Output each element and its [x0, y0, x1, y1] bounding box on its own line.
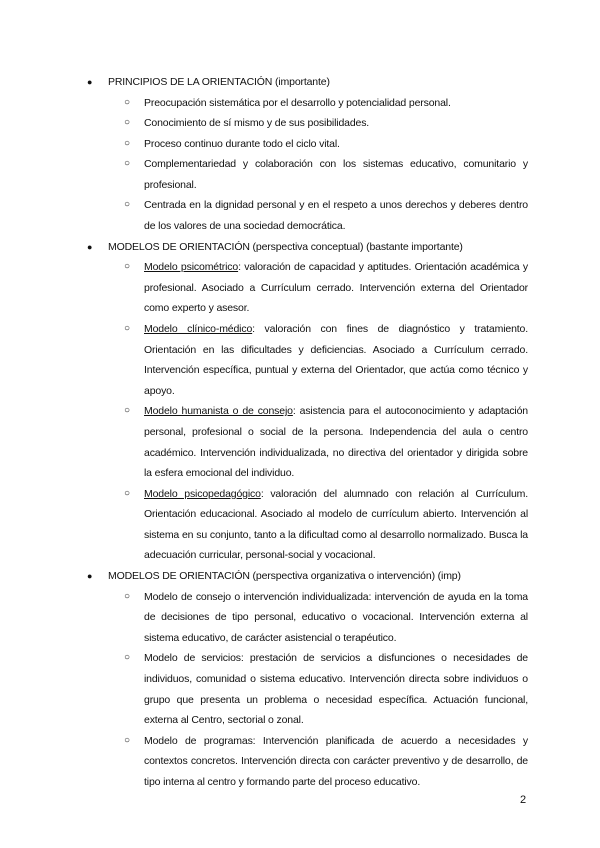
list-item [124, 93, 528, 114]
list-item [124, 154, 528, 195]
list-item-text: : valoración con fines de diagnóstico y tratamiento. Orientación en las dificultades y deficiencias. Asociado a Currículum cerrado. Intervención específica, puntual y externa del Orientador, que actúa como técnico y apoyo. [144, 322, 529, 397]
circle-bullet-icon: ○ [124, 405, 130, 417]
circle-bullet-icon: ○ [124, 590, 130, 602]
list-item-text: Conocimiento de sí mismo y de sus posibilidades. [144, 117, 370, 130]
list-item [124, 401, 528, 483]
list-item-text: Complementariedad y colaboración con los sistemas educativo, comunitario y profesional. [144, 158, 528, 191]
section-modelos-conceptual [86, 237, 528, 258]
list-item [124, 319, 529, 401]
list-item [124, 113, 528, 134]
section-note: (perspectiva conceptual) (bastante importante) [249, 240, 463, 253]
circle-bullet-icon: ○ [124, 652, 130, 664]
model-term: Modelo psicopedagógico [144, 487, 261, 500]
list-item [124, 648, 528, 730]
circle-bullet-icon: ○ [124, 199, 130, 211]
list-item [124, 257, 528, 319]
circle-bullet-icon: ○ [124, 96, 130, 108]
section-note: (importante) [272, 76, 330, 88]
list-item [124, 484, 528, 566]
circle-bullet-icon: ○ [124, 322, 130, 334]
section-principios [86, 72, 528, 93]
list-item [124, 134, 528, 155]
bullet-icon: ● [87, 77, 93, 87]
list-item-text: Modelo de consejo o intervención individualizada: intervención de ayuda en la toma de decisiones de tipo personal, educativo o vocacional. Intervención externa al sistema educativo, de carácter asistencial o terapéutico. [144, 590, 528, 644]
list-item [124, 731, 528, 793]
section-heading: MODELOS DE ORIENTACIÓN [108, 240, 250, 253]
list-item-text: : asistencia para el autoconocimiento y adaptación personal, profesional o social de la persona. Independencia del aula o centro académico. Intervención individualizada, no directiva del orientador y dirigida sobre la esfera emocional del individuo. [144, 405, 528, 480]
list-item-text: Preocupación sistemática por el desarrollo y potencialidad personal. [144, 96, 451, 109]
list-item-text: Centrada en la dignidad personal y en el respeto a unos derechos y deberes dentro de los valores de una sociedad democrática. [144, 199, 528, 233]
circle-bullet-icon: ○ [124, 487, 130, 499]
list-item-text: Modelo de servicios: prestación de servicios a disfunciones o necesidades de individuos, comunidad o sistema educativo. Intervención directa sobre individuos o grupo que presenta un problema o necesidad específica. Actuación funcional, externa al Centro, sectorial o zonal. [144, 652, 528, 727]
list-item-text: Proceso continuo durante todo el ciclo vital. [144, 137, 340, 150]
section-note: (perspectiva organizativa o intervención) (imp) [249, 570, 461, 583]
page-number: 2 [520, 794, 527, 806]
list-item-text: : valoración del alumnado con relación al Currículum. Orientación educacional. Asociado al modelo de currículum abierto. Intervención al sistema en su conjunto, tanto a la dificultad como al desarrollo normalizado. Busca la adecuación curricular, personal-social y vocacional. [144, 487, 528, 562]
bullet-icon: ● [87, 241, 93, 252]
model-term: Modelo humanista o de consejo [144, 405, 293, 418]
section-heading: MODELOS DE ORIENTACIÓN [108, 570, 250, 583]
circle-bullet-icon: ○ [124, 137, 130, 149]
list-item [124, 587, 528, 649]
circle-bullet-icon: ○ [124, 734, 130, 746]
section-heading: PRINCIPIOS DE LA ORIENTACIÓN [108, 76, 273, 88]
model-term: Modelo clínico-médico [144, 322, 253, 335]
document-body [86, 72, 528, 793]
list-item [124, 195, 528, 236]
section-modelos-organizativa [86, 566, 528, 587]
model-term: Modelo psicométrico [144, 261, 239, 274]
list-item-text: : valoración de capacidad y aptitudes. Orientación académica y profesional. Asociado a Currículum cerrado. Intervención externa del Orientador como experto y asesor. [144, 261, 528, 315]
circle-bullet-icon: ○ [124, 158, 130, 170]
circle-bullet-icon: ○ [124, 261, 130, 273]
list-item-text: Modelo de programas: Intervención planificada de acuerdo a necesidades y contextos concretos. Intervención directa con carácter preventivo y de desarrollo, de tipo interna al centro y formando parte del proceso educativo. [144, 734, 528, 788]
bullet-icon: ● [87, 571, 93, 582]
circle-bullet-icon: ○ [124, 117, 130, 129]
